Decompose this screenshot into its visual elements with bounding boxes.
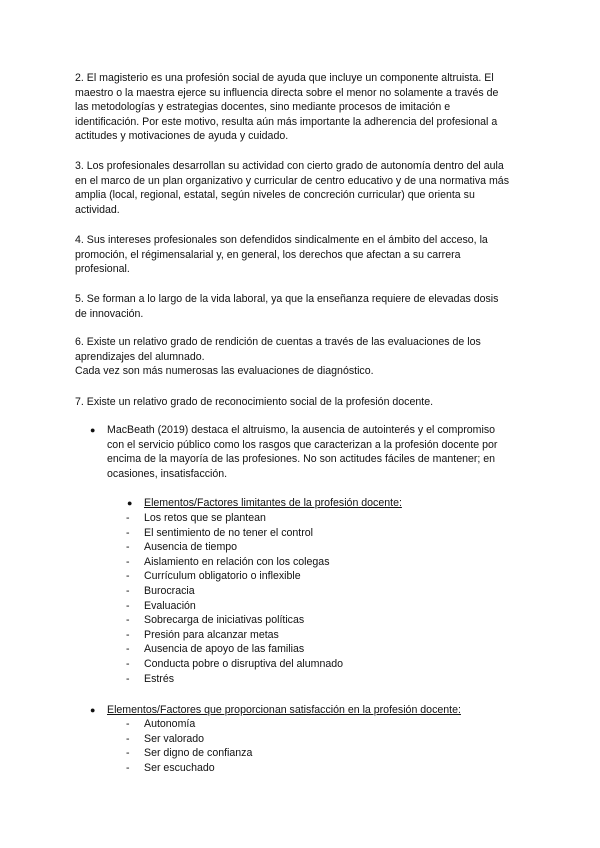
dash-icon: -	[126, 718, 130, 730]
list-item	[122, 540, 482, 555]
dash-icon: -	[126, 541, 130, 554]
list-item	[122, 717, 482, 732]
paragraph-line: profesional.	[75, 263, 130, 276]
list-item	[122, 599, 482, 614]
dash-icon: -	[126, 599, 130, 612]
list-item	[122, 628, 482, 643]
list-item-label: Ausencia de tiempo	[144, 541, 238, 554]
dash-icon: -	[126, 657, 130, 670]
paragraph-line: 3. Los profesionales desarrollan su actividad con cierto grado de autonomía dentro del aula	[75, 160, 504, 172]
list-item-label: Autonomía	[144, 718, 196, 730]
limitantes-list	[122, 511, 482, 686]
list-item	[122, 569, 482, 584]
paragraph-line: en el marco de un plan organizativo y curricular de centro educativo y de una normativa más	[75, 174, 509, 187]
list-item-label: Ausencia de apoyo de las familias	[144, 643, 305, 656]
list-item-label: Estrés	[144, 672, 175, 685]
list-item	[122, 761, 482, 776]
paragraph-line: 4. Sus intereses profesionales son defendidos sindicalmente en el ámbito del acceso, la	[75, 234, 488, 246]
paragraph-5	[75, 292, 525, 321]
dash-icon: -	[126, 570, 130, 583]
list-item	[122, 613, 482, 628]
dash-icon: -	[126, 614, 130, 627]
list-item	[122, 584, 482, 599]
paragraph-line: encima de la mayoría de las profesiones. No son actitudes fáciles de mantener; en	[107, 453, 496, 466]
paragraph-3	[75, 159, 525, 217]
list-item-label: Ser digno de confianza	[144, 747, 253, 760]
list-item-label: Los retos que se plantean	[144, 512, 266, 524]
list-item	[122, 657, 482, 672]
dash-icon: -	[126, 672, 130, 685]
dash-icon: -	[126, 512, 130, 524]
bullet-icon: ●	[90, 425, 96, 435]
paragraph-line: promoción, el régimensalarial y, en general, los derechos que afectan a su carrera	[75, 248, 461, 261]
paragraph-6	[75, 335, 525, 379]
list-item	[122, 732, 482, 747]
dash-icon: -	[126, 584, 130, 597]
paragraph-line: 5. Se forman a lo largo de la vida laboral, ya que la enseñanza requiere de elevadas dosis	[75, 293, 499, 305]
paragraph-line: ocasiones, insatisfacción.	[107, 467, 228, 480]
list-item-label: Currículum obligatorio o inflexible	[144, 570, 301, 583]
list-item	[122, 511, 482, 526]
paragraph-7	[75, 395, 525, 410]
paragraph-4	[75, 233, 525, 277]
paragraph-line: actividad.	[75, 203, 120, 216]
paragraph-line: Cada vez son más numerosas las evaluaciones de diagnóstico.	[75, 365, 374, 378]
bullet-icon: ●	[127, 498, 133, 508]
list-item-label: Conducta pobre o disruptiva del alumnado	[144, 657, 344, 670]
paragraph-line: MacBeath (2019) destaca el altruismo, la ausencia de autointerés y el compromiso	[107, 424, 496, 436]
list-item-label: Burocracia	[144, 584, 195, 597]
dash-icon: -	[126, 643, 130, 656]
dash-icon: -	[126, 628, 130, 641]
paragraph-line: amplia (local, regional, estatal, según niveles de concreción curricular) que orienta su	[75, 189, 475, 202]
dash-icon: -	[126, 526, 130, 539]
list-item-label: Evaluación	[144, 599, 196, 612]
dash-icon: -	[126, 761, 130, 774]
bullet-icon: ●	[90, 705, 96, 715]
list-item	[122, 746, 482, 761]
list-item-label: Sobrecarga de iniciativas políticas	[144, 614, 305, 627]
list-item-label: Presión para alcanzar metas	[144, 628, 279, 641]
paragraph-line: identificación. Por este motivo, resulta aún más importante la adherencia del profesional a	[75, 115, 498, 128]
paragraph-line: maestro o la maestra ejerce su influencia directa sobre el menor no solamente a través de	[75, 86, 499, 99]
list-item-label: El sentimiento de no tener el control	[144, 526, 314, 539]
limitantes-heading-bullet	[127, 496, 557, 511]
dash-icon: -	[126, 747, 130, 760]
dash-icon: -	[126, 732, 130, 745]
satisfaccion-heading-bullet	[90, 703, 520, 718]
list-item	[122, 555, 482, 570]
paragraph-2	[75, 71, 525, 144]
list-item-label: Aislamiento en relación con los colegas	[144, 555, 330, 568]
section-heading: Elementos/Factores limitantes de la profesión docente:	[144, 497, 402, 509]
paragraph-line: las metodologías y estrategias docentes, sino mediante procesos de imitación e	[75, 101, 451, 114]
list-item-label: Ser escuchado	[144, 761, 215, 774]
paragraph-line: aprendizajes del alumnado.	[75, 350, 205, 363]
list-item	[122, 526, 482, 541]
list-item-label: Ser valorado	[144, 732, 205, 745]
paragraph-line: 2. El magisterio es una profesión social de ayuda que incluye un componente altruista. El	[75, 72, 494, 84]
paragraph-line: actitudes y motivaciones de ayuda y cuidado.	[75, 130, 289, 143]
paragraph-line: de innovación.	[75, 307, 144, 320]
section-heading: Elementos/Factores que proporcionan satisfacción en la profesión docente:	[107, 704, 461, 716]
satisfaccion-list	[122, 717, 482, 775]
list-item	[122, 672, 482, 687]
dash-icon: -	[126, 555, 130, 568]
paragraph-line: 6. Existe un relativo grado de rendición de cuentas a través de las evaluaciones de los	[75, 336, 481, 348]
paragraph-line: con el servicio público como los rasgos que caracterizan a la profesión docente por	[107, 438, 498, 451]
list-item	[122, 642, 482, 657]
paragraph-line: 7. Existe un relativo grado de reconocimiento social de la profesión docente.	[75, 396, 434, 408]
macbeath-bullet	[90, 423, 520, 481]
